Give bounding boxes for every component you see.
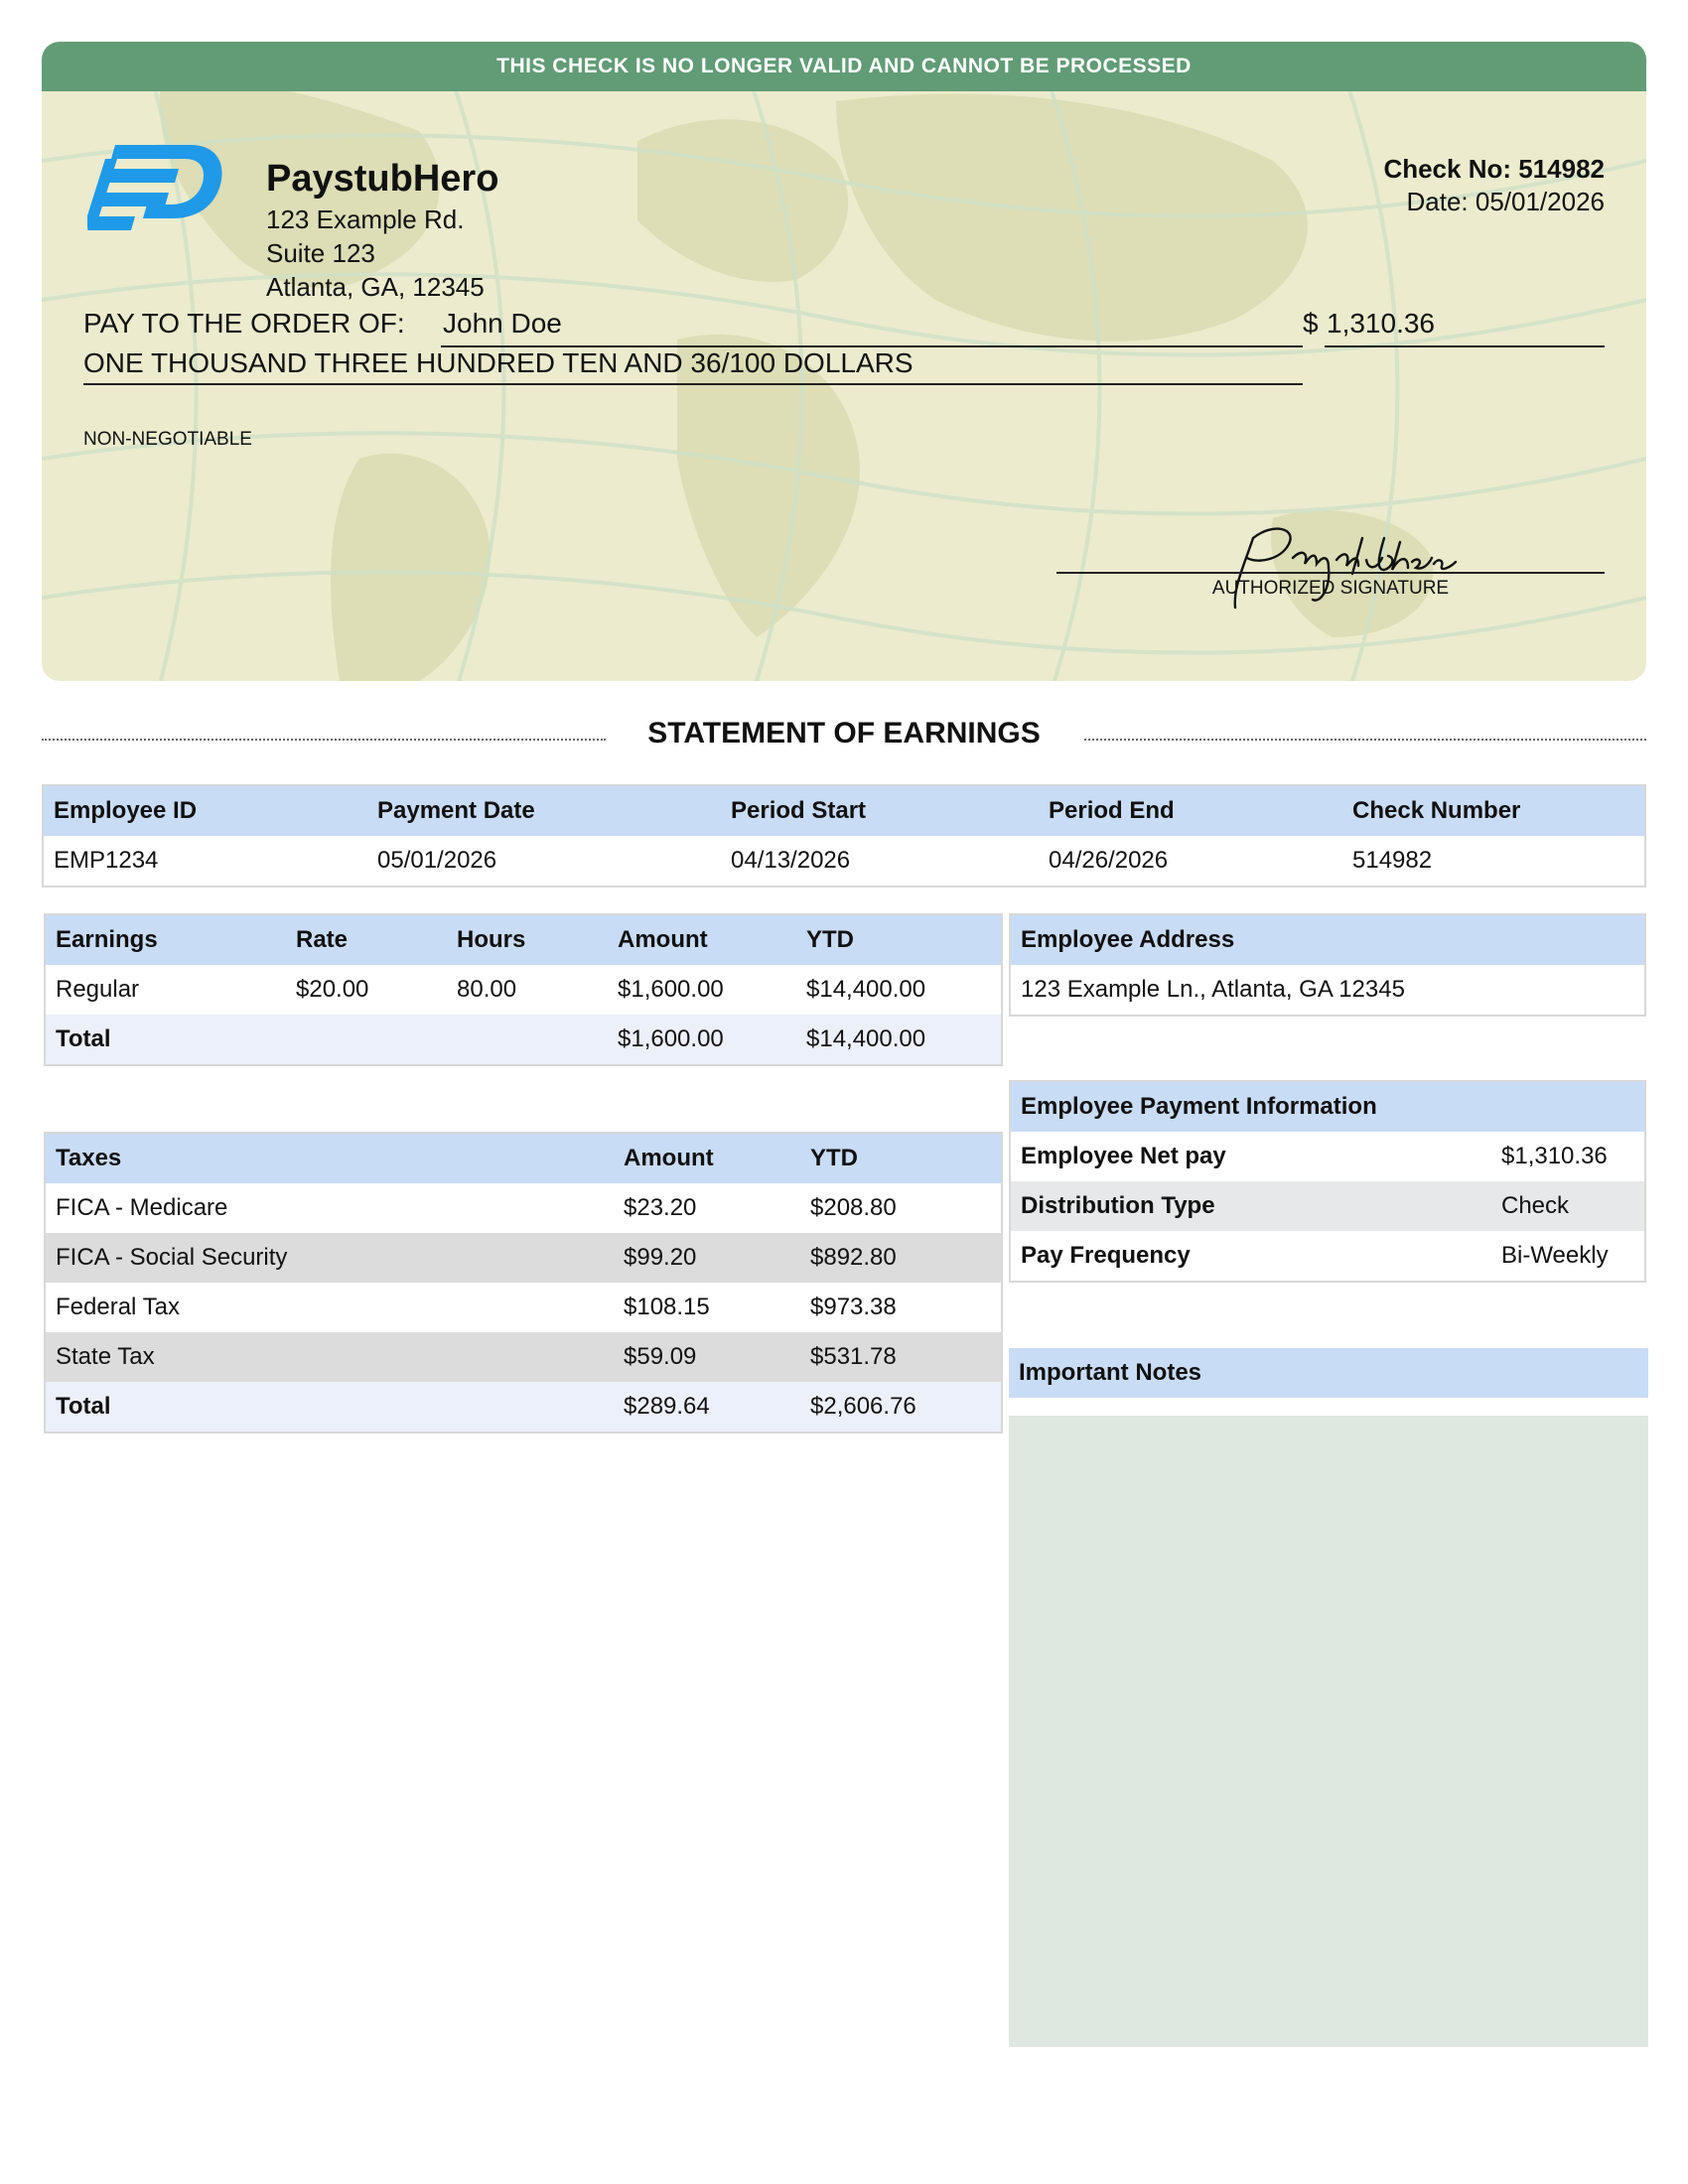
cell: $531.78 <box>800 1332 1002 1382</box>
table-row <box>1010 965 1645 1016</box>
employee-info-table <box>42 784 1646 887</box>
column-header: Period Start <box>721 785 1039 836</box>
divider-right <box>1084 739 1646 741</box>
cell: $289.64 <box>614 1382 800 1433</box>
cell: $99.20 <box>614 1233 800 1283</box>
column-header: Hours <box>447 914 608 965</box>
pay-to-label: PAY TO THE ORDER OF: <box>83 308 405 339</box>
row-value: $1,310.36 <box>1501 1143 1608 1169</box>
table-row <box>45 1283 1002 1332</box>
invalid-check-banner: THIS CHECK IS NO LONGER VALID AND CANNOT BE PROCESSED <box>42 42 1646 91</box>
important-notes-body <box>1009 1416 1648 2047</box>
column-header: Rate <box>286 914 447 965</box>
cell: State Tax <box>45 1332 614 1382</box>
column-header: Amount <box>614 1133 800 1183</box>
table-row <box>43 836 1645 887</box>
cell: $208.80 <box>810 1194 897 1221</box>
employee-address-value: 123 Example Ln., Atlanta, GA 12345 <box>1021 976 1405 1003</box>
period-end: 04/26/2026 <box>1049 847 1169 874</box>
column-header: YTD <box>796 914 1002 965</box>
cell: $20.00 <box>296 976 369 1003</box>
paystubhero-logo-icon <box>87 145 226 254</box>
table-row <box>45 965 1002 1015</box>
statement-title: STATEMENT OF EARNINGS <box>647 717 1041 750</box>
cell: FICA - Social Security <box>45 1233 614 1283</box>
signature-line <box>1056 572 1605 574</box>
table-total-row <box>45 1382 1002 1433</box>
column-header: Period End <box>1039 785 1342 836</box>
cell: $108.15 <box>624 1294 710 1320</box>
cell: $14,400.00 <box>796 1015 1002 1065</box>
payment-date: 05/01/2026 <box>377 847 497 874</box>
company-block <box>266 111 498 304</box>
check <box>42 42 1646 681</box>
earnings-table <box>44 913 1003 1066</box>
cell: $14,400.00 <box>806 976 926 1003</box>
table-row <box>45 1332 1002 1382</box>
check-number-cell: 514982 <box>1352 847 1433 874</box>
check-number-block <box>1383 113 1605 218</box>
cell: $1,600.00 <box>608 1015 796 1065</box>
column-header: Earnings <box>45 914 286 965</box>
taxes-table <box>44 1132 1003 1433</box>
employee-address-table <box>1009 913 1646 1017</box>
table-row <box>1010 1132 1645 1181</box>
table-total-row <box>45 1015 1002 1065</box>
row-label: Distribution Type <box>1010 1181 1491 1231</box>
column-header: YTD <box>800 1133 1002 1183</box>
cell <box>286 1015 447 1065</box>
company-address-line2: Suite 123 <box>266 238 375 268</box>
column-header: Employee ID <box>43 785 367 836</box>
column-header: Employee Payment Information <box>1010 1081 1645 1132</box>
column-header: Employee Address <box>1010 914 1645 965</box>
table-row <box>45 1233 1002 1283</box>
table-header-row <box>1010 1081 1645 1132</box>
currency-symbol: $ <box>1303 308 1319 339</box>
cell: $1,600.00 <box>618 976 724 1003</box>
statement-heading <box>42 713 1646 752</box>
amount-underline <box>1325 345 1605 347</box>
column-header: Payment Date <box>367 785 721 836</box>
company-address-line3: Atlanta, GA, 12345 <box>266 272 485 302</box>
cell: $2,606.76 <box>800 1382 1002 1433</box>
check-amount: 1,310.36 <box>1327 308 1435 339</box>
company-address-line1: 123 Example Rd. <box>266 205 465 234</box>
important-notes-header: Important Notes <box>1009 1348 1648 1398</box>
period-start: 04/13/2026 <box>731 847 851 874</box>
cell: Federal Tax <box>56 1294 180 1320</box>
signature-label: AUTHORIZED SIGNATURE <box>1211 578 1450 599</box>
table-row <box>1010 1181 1645 1231</box>
cell: Regular <box>56 976 140 1003</box>
employee-id: EMP1234 <box>54 847 159 874</box>
column-header: Check Number <box>1342 785 1645 836</box>
table-header-row <box>45 1133 1002 1183</box>
cell <box>447 1015 608 1065</box>
cell: $973.38 <box>810 1294 897 1320</box>
column-header: Taxes <box>45 1133 614 1183</box>
column-header: Amount <box>608 914 796 965</box>
table-header-row <box>45 914 1002 965</box>
signature-image <box>1213 508 1462 617</box>
cell: FICA - Medicare <box>56 1194 228 1221</box>
row-value: Check <box>1491 1181 1645 1231</box>
cell: $23.20 <box>624 1194 697 1221</box>
amount-words-underline <box>83 383 1303 385</box>
row-label: Pay Frequency <box>1021 1242 1191 1269</box>
row-value: Bi-Weekly <box>1501 1242 1609 1269</box>
check-number: Check No: 514982 <box>1383 154 1605 184</box>
amount-in-words: ONE THOUSAND THREE HUNDRED TEN AND 36/100 DOLLARS <box>83 347 914 378</box>
cell: Total <box>45 1382 614 1433</box>
table-header-row <box>1010 914 1645 965</box>
table-header-row <box>43 785 1645 836</box>
non-negotiable-label: NON-NEGOTIABLE <box>83 429 252 450</box>
table-row <box>1010 1231 1645 1282</box>
cell: $59.09 <box>614 1332 800 1382</box>
table-row <box>45 1183 1002 1233</box>
company-name: PaystubHero <box>266 158 499 200</box>
payee-name: John Doe <box>443 308 562 339</box>
cell: Total <box>45 1015 286 1065</box>
cell: $892.80 <box>800 1233 1002 1283</box>
payment-info-table <box>1009 1080 1646 1283</box>
row-label: Employee Net pay <box>1021 1143 1226 1169</box>
check-date: Date: 05/01/2026 <box>1406 187 1605 216</box>
cell: 80.00 <box>457 976 517 1003</box>
